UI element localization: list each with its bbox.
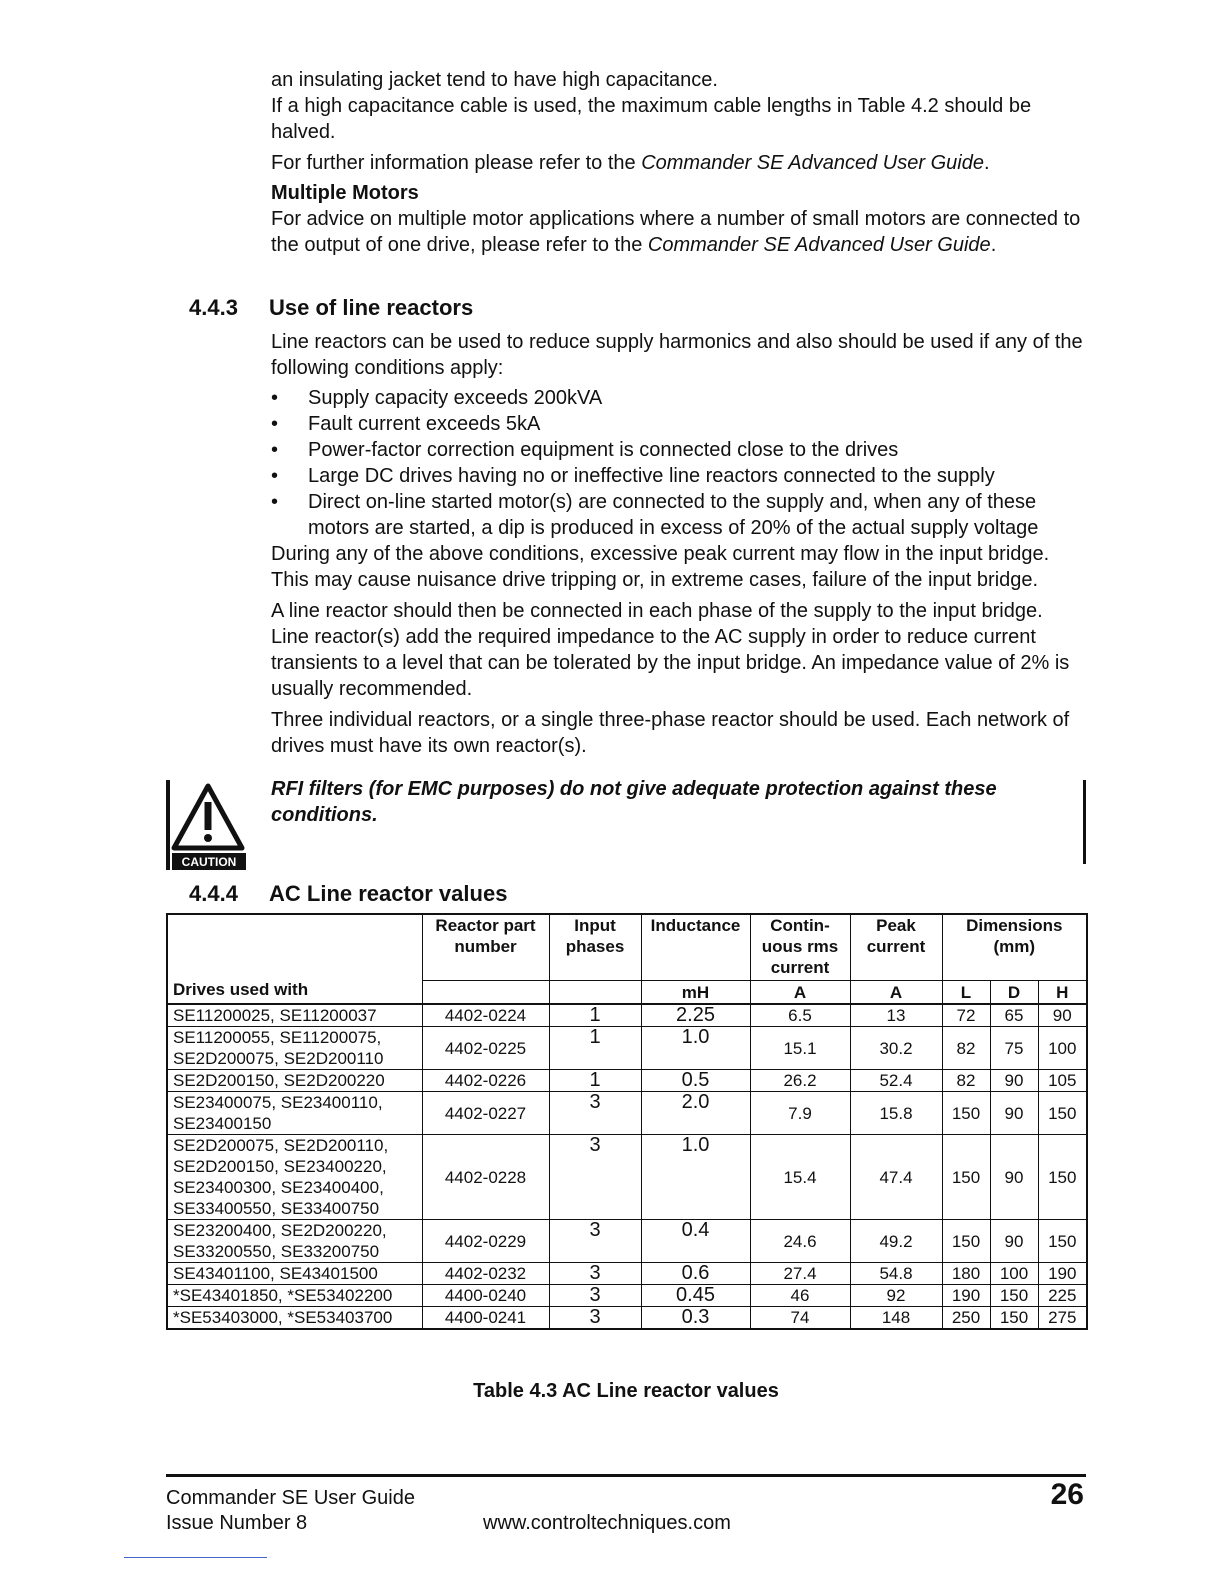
cell-drives: SE11200055, SE11200075, SE2D200075, SE2D200110 xyxy=(167,1027,422,1070)
table-row xyxy=(167,1070,1087,1092)
cell-h: 150 xyxy=(1038,1092,1087,1135)
unit-continuous: A xyxy=(750,981,850,1005)
header-reactor: Reactor part number xyxy=(422,914,549,981)
cell-part: 4400-0241 xyxy=(422,1307,549,1330)
cell-d: 100 xyxy=(990,1263,1038,1285)
cell-h: 150 xyxy=(1038,1220,1087,1263)
list-item: • Fault current exceeds 5kA xyxy=(271,411,1086,437)
cell-d: 150 xyxy=(990,1307,1038,1330)
multiple-guide-title: Commander SE Advanced User Guide xyxy=(647,234,991,256)
cell-h: 190 xyxy=(1038,1263,1087,1285)
multiple-post: . xyxy=(990,234,997,256)
table-caption: Table 4.3 AC Line reactor values xyxy=(473,1380,779,1402)
section-444-title: AC Line reactor values xyxy=(269,881,508,906)
cell-part: 4400-0240 xyxy=(422,1285,549,1307)
paragraph-three-reactors: Three individual reactors, or a single three-phase reactor should be used. Each network of drives must have its own reactor(s). xyxy=(271,709,1070,757)
cell-h: 90 xyxy=(1038,1004,1087,1027)
cell-d: 90 xyxy=(990,1220,1038,1263)
multiple-motors-heading: Multiple Motors xyxy=(271,182,419,204)
cell-l: 180 xyxy=(942,1263,990,1285)
cell-l: 82 xyxy=(942,1070,990,1092)
caution-side-bar xyxy=(1083,780,1086,864)
cell-h: 100 xyxy=(1038,1027,1087,1070)
list-item: • Large DC drives having no or ineffective line reactors connected to the supply xyxy=(271,463,1086,489)
table-row xyxy=(167,1027,1087,1070)
cell-part: 4402-0232 xyxy=(422,1263,549,1285)
cell-inductance: 2.0 xyxy=(641,1092,750,1135)
cell-peak: 92 xyxy=(850,1285,942,1307)
cell-continuous: 7.9 xyxy=(750,1092,850,1135)
unit-inductance: mH xyxy=(641,981,750,1005)
bottom-divider xyxy=(124,1557,267,1558)
table-row xyxy=(167,1307,1087,1330)
cell-part: 4402-0224 xyxy=(422,1004,549,1027)
cell-l: 72 xyxy=(942,1004,990,1027)
table-row xyxy=(167,1220,1087,1263)
table-row xyxy=(167,1004,1087,1027)
cell-inductance: 0.6 xyxy=(641,1263,750,1285)
cell-d: 90 xyxy=(990,1070,1038,1092)
cell-continuous: 46 xyxy=(750,1285,850,1307)
unit-peak: A xyxy=(850,981,942,1005)
list-item: • Supply capacity exceeds 200kVA xyxy=(271,385,1086,411)
footer-rule xyxy=(166,1474,1086,1477)
cell-drives: SE43401100, SE43401500 xyxy=(167,1263,422,1285)
cell-continuous: 15.1 xyxy=(750,1027,850,1070)
header-dimensions: Dimensions (mm) xyxy=(942,914,1087,981)
section-443-title: Use of line reactors xyxy=(269,295,474,320)
cell-continuous: 24.6 xyxy=(750,1220,850,1263)
conditions-list xyxy=(271,385,1086,541)
cell-continuous: 26.2 xyxy=(750,1070,850,1092)
cell-inductance: 0.4 xyxy=(641,1220,750,1263)
cell-phases: 3 xyxy=(549,1285,641,1307)
cell-drives: SE23400075, SE23400110, SE23400150 xyxy=(167,1092,422,1135)
paragraph-peak-current: During any of the above conditions, excessive peak current may flow in the input bridge. This may cause nuisance drive tripping or, in extreme cases, failure of the input bridge. xyxy=(271,543,1050,591)
multiple-motors-text xyxy=(271,206,1086,258)
cell-phases: 1 xyxy=(549,1004,641,1027)
cell-inductance: 1.0 xyxy=(641,1135,750,1220)
cell-peak: 148 xyxy=(850,1307,942,1330)
intro-line-1: an insulating jacket tend to have high capacitance. xyxy=(271,69,718,91)
caution-notice xyxy=(166,780,1086,872)
cell-part: 4402-0228 xyxy=(422,1135,549,1220)
cell-phases: 1 xyxy=(549,1027,641,1070)
cell-phases: 3 xyxy=(549,1092,641,1135)
cell-l: 190 xyxy=(942,1285,990,1307)
list-item: • Direct on-line started motor(s) are connected to the supply and, when any of these motors are started, a dip is produced in excess of 20% of the actual supply voltage xyxy=(271,489,1086,541)
header-phases: Input phases xyxy=(549,914,641,981)
section-444-heading xyxy=(189,880,507,908)
cell-peak: 52.4 xyxy=(850,1070,942,1092)
table-row xyxy=(167,1092,1087,1135)
cell-peak: 30.2 xyxy=(850,1027,942,1070)
cell-d: 90 xyxy=(990,1092,1038,1135)
cell-drives: SE2D200150, SE2D200220 xyxy=(167,1070,422,1092)
multiple-pre: For advice on multiple motor applications where a number of small motors are connected to the output of one drive, please refer to the xyxy=(271,208,1081,256)
footer-url: www.controltechniques.com xyxy=(483,1512,731,1534)
cell-h: 225 xyxy=(1038,1285,1087,1307)
cell-l: 150 xyxy=(942,1220,990,1263)
section-443-number: 4.4.3 xyxy=(189,295,238,320)
cell-continuous: 15.4 xyxy=(750,1135,850,1220)
footer-guide-title: Commander SE User Guide xyxy=(166,1487,415,1509)
cell-drives: SE23200400, SE2D200220, SE33200550, SE33200750 xyxy=(167,1220,422,1263)
cell-drives: SE2D200075, SE2D200110, SE2D200150, SE23400220, SE23400300, SE23400400, SE33400550, SE33400750 xyxy=(167,1135,422,1220)
cell-l: 82 xyxy=(942,1027,990,1070)
cell-part: 4402-0226 xyxy=(422,1070,549,1092)
cell-continuous: 6.5 xyxy=(750,1004,850,1027)
cell-phases: 3 xyxy=(549,1135,641,1220)
cell-peak: 47.4 xyxy=(850,1135,942,1220)
table-row xyxy=(167,1263,1087,1285)
unit-length: L xyxy=(942,981,990,1005)
cell-h: 150 xyxy=(1038,1135,1087,1220)
unit-phases-empty xyxy=(549,981,641,1005)
ac-line-reactor-table xyxy=(166,913,1088,1330)
section-443-body xyxy=(271,329,1086,759)
cell-d: 150 xyxy=(990,1285,1038,1307)
cell-part: 4402-0229 xyxy=(422,1220,549,1263)
section-444-number: 4.4.4 xyxy=(189,881,238,906)
cell-h: 105 xyxy=(1038,1070,1087,1092)
cell-phases: 3 xyxy=(549,1263,641,1285)
cell-drives: *SE53403000, *SE53403700 xyxy=(167,1307,422,1330)
cell-inductance: 0.3 xyxy=(641,1307,750,1330)
unit-height: H xyxy=(1038,981,1087,1005)
cell-inductance: 2.25 xyxy=(641,1004,750,1027)
list-item: • Power-factor correction equipment is connected close to the drives xyxy=(271,437,1086,463)
unit-depth: D xyxy=(990,981,1038,1005)
cell-continuous: 27.4 xyxy=(750,1263,850,1285)
cell-d: 75 xyxy=(990,1027,1038,1070)
further-info xyxy=(271,150,1086,176)
line-reactors-lead: Line reactors can be used to reduce supply harmonics and also should be used if any of the following conditions apply: xyxy=(271,331,1083,379)
cell-phases: 3 xyxy=(549,1220,641,1263)
unit-reactor-empty xyxy=(422,981,549,1005)
cell-inductance: 0.5 xyxy=(641,1070,750,1092)
cell-peak: 15.8 xyxy=(850,1092,942,1135)
cell-peak: 13 xyxy=(850,1004,942,1027)
cell-l: 150 xyxy=(942,1135,990,1220)
cell-peak: 49.2 xyxy=(850,1220,942,1263)
caution-warning-icon xyxy=(166,780,246,870)
cell-drives: *SE43401850, *SE53402200 xyxy=(167,1285,422,1307)
paragraph-line-reactor: A line reactor should then be connected in each phase of the supply to the input bridge. Line reactor(s) add the required impedance to the AC supply in order to reduce current transients to a level that can be tolerated by the input bridge. An impedance value of 2% is usually recommended. xyxy=(271,600,1070,700)
further-post: . xyxy=(983,152,990,174)
cell-phases: 3 xyxy=(549,1307,641,1330)
footer-left xyxy=(166,1486,415,1536)
cell-part: 4402-0227 xyxy=(422,1092,549,1135)
header-drives: Drives used with xyxy=(167,914,422,1004)
page-number: 26 xyxy=(1050,1478,1084,1511)
cell-h: 275 xyxy=(1038,1307,1087,1330)
cell-l: 250 xyxy=(942,1307,990,1330)
further-pre: For further information please refer to the xyxy=(271,152,642,174)
cell-inductance: 0.45 xyxy=(641,1285,750,1307)
cell-d: 65 xyxy=(990,1004,1038,1027)
cell-inductance: 1.0 xyxy=(641,1027,750,1070)
intro-line-2: If a high capacitance cable is used, the maximum cable lengths in Table 4.2 should be halved. xyxy=(271,95,1032,143)
cell-continuous: 74 xyxy=(750,1307,850,1330)
further-guide-title: Commander SE Advanced User Guide xyxy=(641,152,984,174)
intro-block xyxy=(271,67,1086,258)
cell-l: 150 xyxy=(942,1092,990,1135)
cell-drives: SE11200025, SE11200037 xyxy=(167,1004,422,1027)
table-body xyxy=(167,1004,1087,1329)
section-443-heading xyxy=(189,294,473,322)
cell-d: 90 xyxy=(990,1135,1038,1220)
caution-text: RFI filters (for EMC purposes) do not give adequate protection against these conditions. xyxy=(271,778,997,826)
header-inductance: Inductance xyxy=(641,914,750,981)
header-peak: Peak current xyxy=(850,914,942,981)
table-row xyxy=(167,1285,1087,1307)
caution-label: CAUTION xyxy=(181,855,237,869)
cell-peak: 54.8 xyxy=(850,1263,942,1285)
cell-part: 4402-0225 xyxy=(422,1027,549,1070)
header-continuous: Contin-uous rms current xyxy=(750,914,850,981)
table-row xyxy=(167,1135,1087,1220)
cell-phases: 1 xyxy=(549,1070,641,1092)
footer-issue: Issue Number 8 xyxy=(166,1512,308,1534)
